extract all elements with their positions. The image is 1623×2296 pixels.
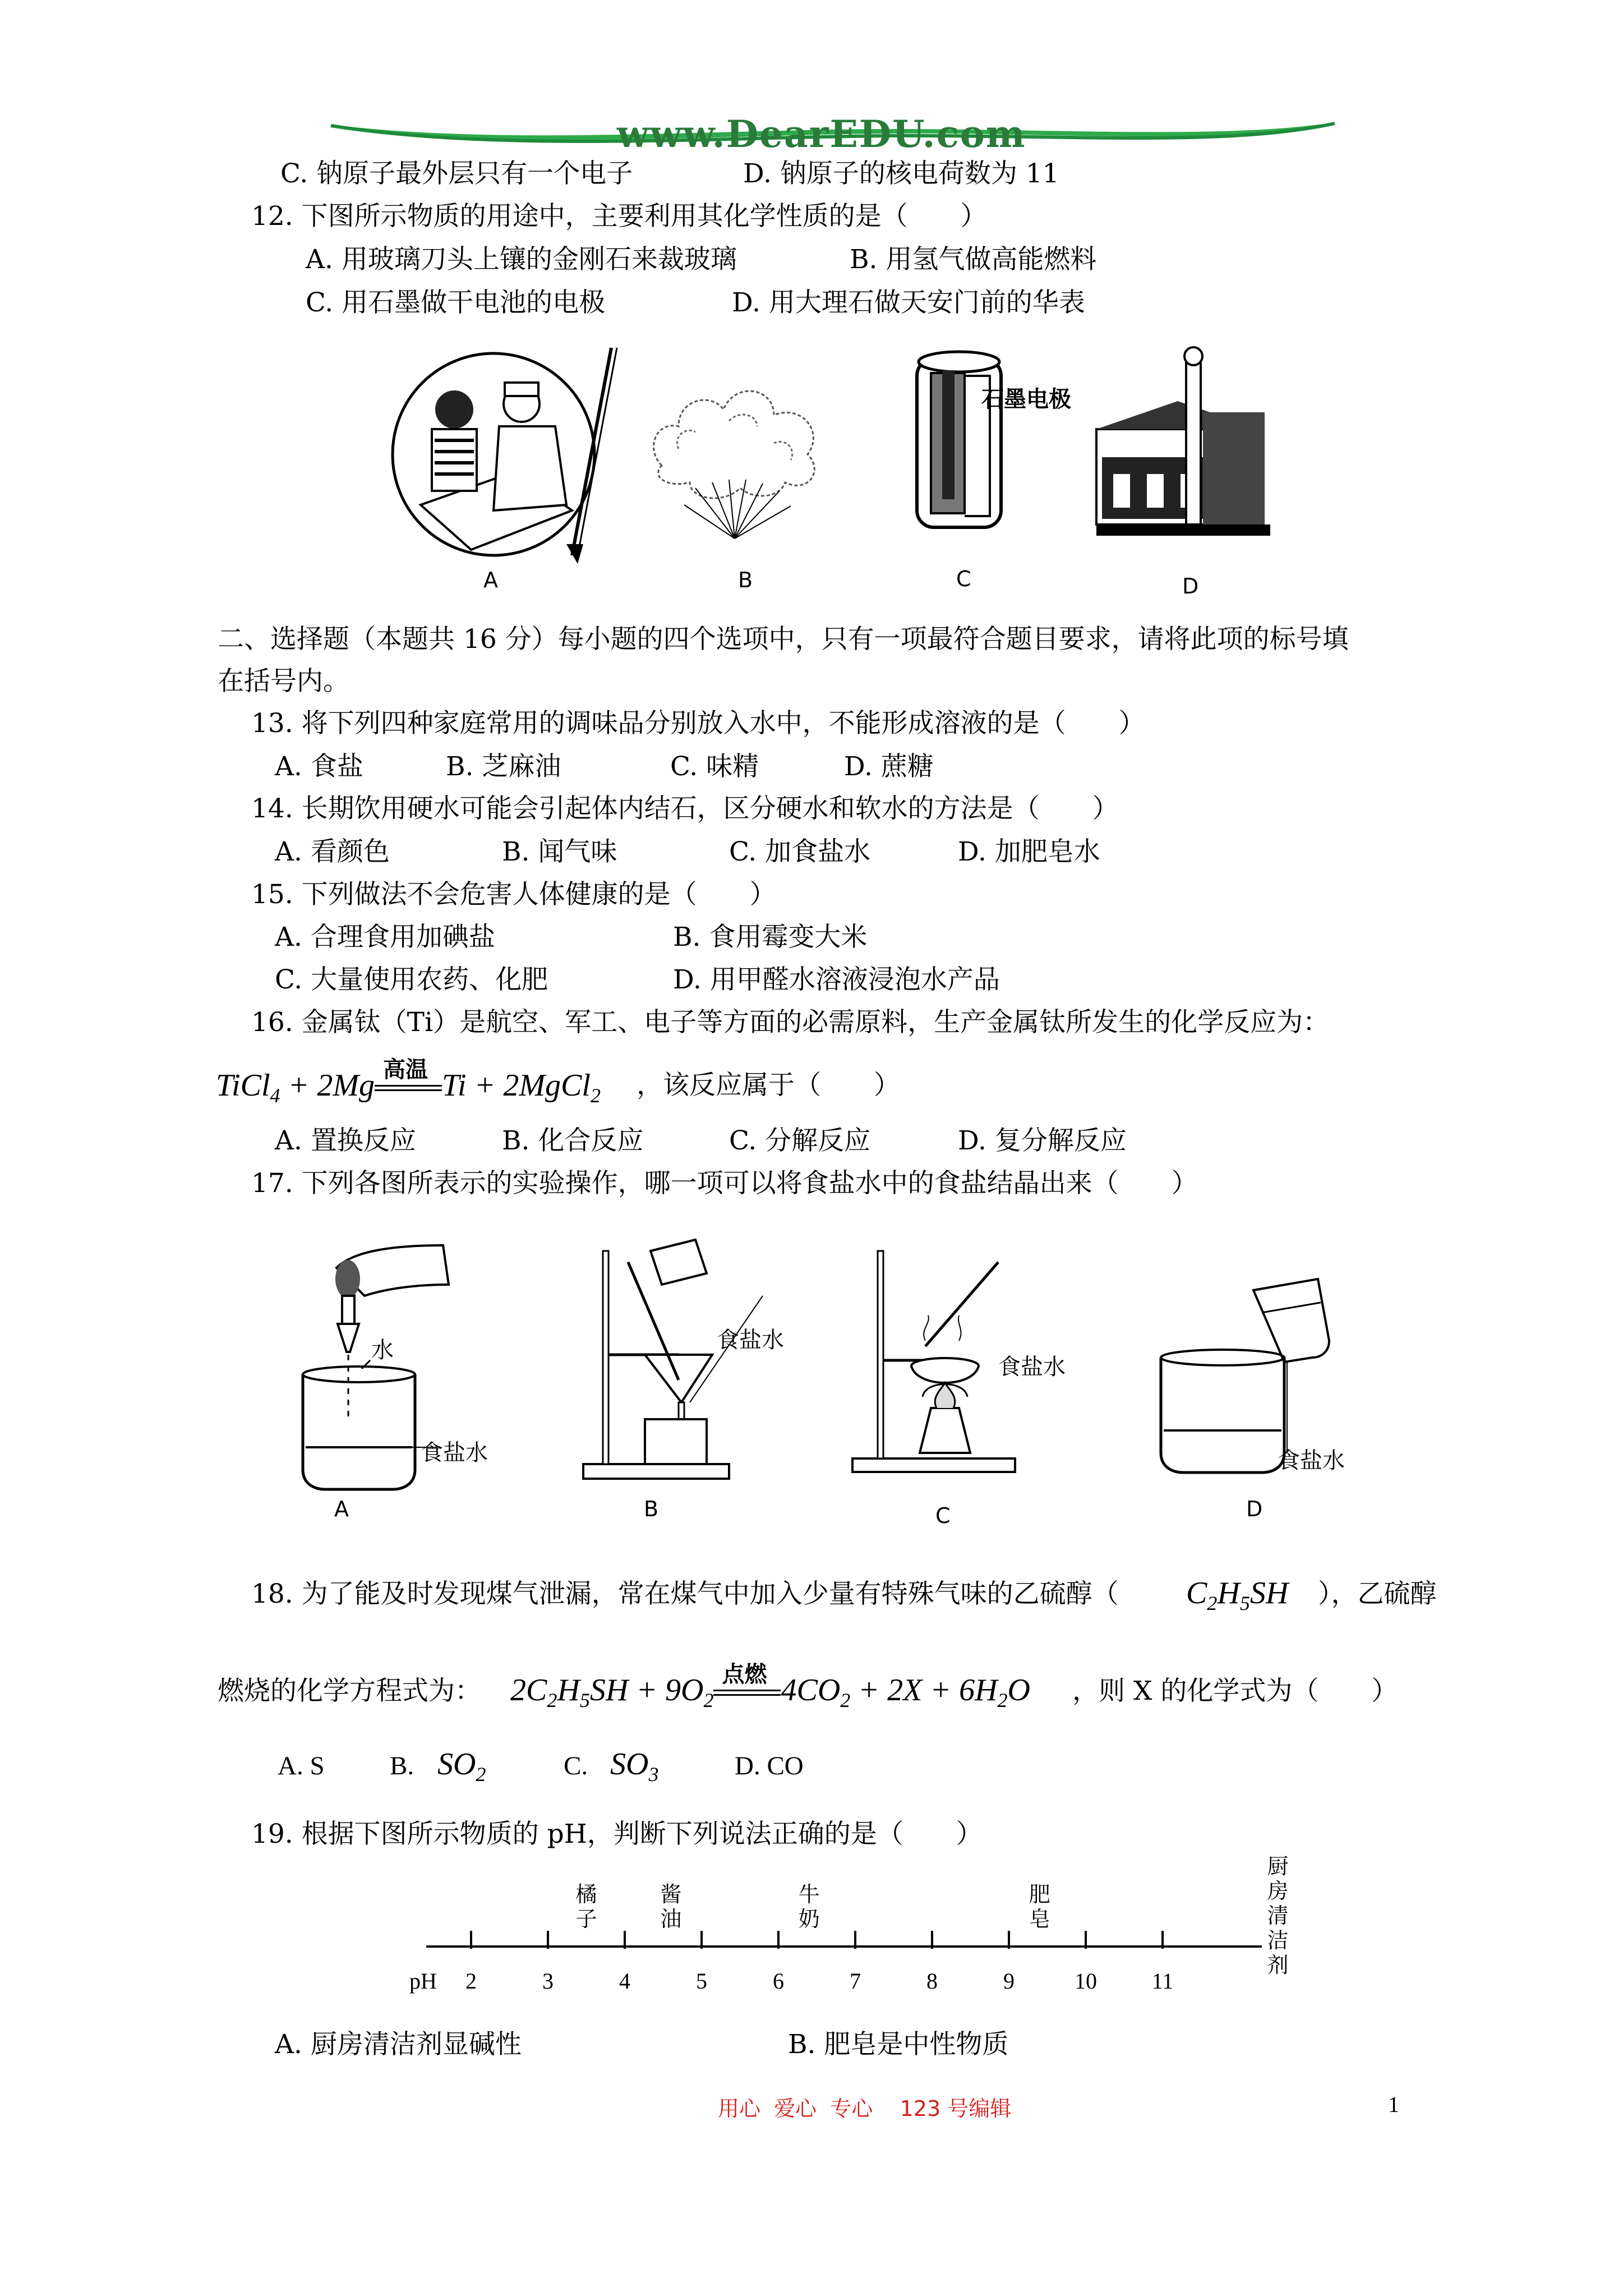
q18-option-c-formula: $SO_3$ [610,1747,659,1786]
q18-stem-a: 18. 为了能及时发现煤气泄漏，常在煤气中加入少量有特殊气味的乙硫醇（ [251,1579,1119,1609]
q18-option-c-label: C. [564,1751,588,1780]
ph-item-3 [799,1882,820,1931]
ph-tick-label: 4 [619,1968,630,1994]
q16-option-d: D. 复分解反应 [958,1125,1127,1156]
q12-figure-label-a: A [483,568,498,592]
q18-option-b-formula: $SO_2$ [437,1747,486,1786]
q15-option-c: C. 大量使用农药、化肥 [275,964,548,995]
ph-item-2 [660,1882,681,1931]
ph-item-char: 奶 [798,1907,820,1931]
ph-item-char: 厨 [1267,1854,1289,1879]
ph-tick-label: 3 [542,1968,554,1994]
q19-stem: 19. 根据下图所示物质的 pH，判断下列说法正确的是（ ） [251,1819,983,1849]
q15-option-a: A. 合理食用加碘盐 [275,922,495,953]
q12-option-b: B. 用氢气做高能燃料 [850,244,1097,275]
q13-option-d: D. 蔗糖 [844,751,934,782]
q16-stem: 16. 金属钛（Ti）是航空、军工、电子等方面的必需原料，生产金属钛所发生的化学反应为： [251,1007,1330,1038]
ph-tick-label: 2 [465,1968,477,1994]
q18-condition-ignite: 点燃 [722,1662,767,1688]
q17-figure-label-b: B [644,1497,659,1521]
q19-option-a: A. 厨房清洁剂显碱性 [275,2029,522,2060]
q18-line2-b: ，则 X 的化学式为（ ） [1072,1676,1398,1706]
q18-stem-b: ），乙硫醇 [1318,1579,1437,1609]
ph-axis-label: pH [409,1968,437,1994]
q15-option-b: B. 食用霉变大米 [673,922,868,953]
ph-item-char: 剂 [1267,1953,1289,1977]
q18-ethanethiol-formula: $C_2H_5SH$ [1186,1576,1289,1615]
q16-option-b: B. 化合反应 [502,1125,644,1156]
ph-item-4 [1029,1882,1050,1931]
ph-item-char: 清 [1267,1903,1289,1928]
ph-tick-label: 6 [773,1968,784,1994]
ph-item-1 [575,1882,597,1931]
ph-item-char: 牛 [798,1882,820,1907]
ph-tick-label: 7 [850,1968,861,1994]
ph-item-char: 房 [1267,1879,1289,1903]
footer-note: 用心 爱心 专心 123 号编辑 [718,2096,1012,2121]
q19-option-b: B. 肥皂是中性物质 [788,2029,1009,2060]
ph-tick-label: 9 [1003,1968,1015,1994]
q18-line2-a: 燃烧的化学方程式为： [218,1676,481,1706]
q12-figure-label-b: B [738,568,753,592]
q17-figure-a-water-label: 水 [371,1337,394,1363]
q11-option-c: C. 钠原子最外层只有一个电子 [280,158,633,189]
q17-figure-a-saltwater-label: 食盐水 [421,1440,488,1466]
q14-option-a: A. 看颜色 [275,836,390,867]
ph-tick-label: 10 [1075,1968,1097,1994]
q18-equation [510,1662,1030,1720]
q17-figure-label-d: D [1246,1497,1263,1521]
ph-tick-label: 8 [926,1968,938,1994]
q12-figure-c-dry-cell [911,348,1012,539]
q12-figure-d-tiananmen [1096,345,1276,547]
q18-option-d: D. CO [735,1751,804,1780]
q18-equation-left: $2C_2H_5SH + 9O_2$ [510,1673,714,1712]
q14-option-c: C. 加食盐水 [729,836,871,867]
q12-figure-label-d: D [1182,574,1199,599]
q13-option-c: C. 味精 [670,751,759,782]
q13-stem: 13. 将下列四种家庭常用的调味品分别放入水中，不能形成溶液的是（ ） [251,708,1145,739]
q11-option-d: D. 钠原子的核电荷数为 11 [743,158,1059,189]
q18-option-b-label: B. [390,1751,414,1780]
q13-option-b: B. 芝麻油 [446,751,561,782]
q16-option-c: C. 分解反应 [729,1125,871,1156]
q17-figure-d-saltwater-label: 食盐水 [1278,1448,1345,1474]
q16-equation-right: Ti + 2MgCl$_2$ [441,1068,601,1107]
ph-item-char: 洁 [1267,1928,1289,1953]
q17-stem: 17. 下列各图所表示的实验操作，哪一项可以将食盐水中的食盐结晶出来（ ） [251,1168,1198,1199]
q18-equation-right: $4CO_2 + 2X + 6H_2O$ [781,1673,1030,1712]
page-number: 1 [1388,2092,1399,2117]
q12-option-a: A. 用玻璃刀头上镶的金刚石来裁玻璃 [306,244,737,275]
section2-instructions-line2: 在括号内。 [218,666,349,697]
q16-option-a: A. 置换反应 [275,1125,416,1156]
q16-equation-left: TiCl$_4$ + 2Mg [216,1068,375,1107]
q12-graphite-electrode-label: 石墨电极 [981,386,1071,412]
ph-item-char: 酱 [660,1882,682,1907]
ph-item-5 [1267,1854,1288,1977]
q17-figure-c-saltwater-label: 食盐水 [998,1354,1066,1380]
q12-option-d: D. 用大理石做天安门前的华表 [732,287,1085,318]
q19-ph-scale [409,1854,1289,2042]
q17-figure-label-a: A [334,1497,349,1521]
q15-stem: 15. 下列做法不会危害人体健康的是（ ） [251,879,776,910]
ph-item-char: 肥 [1029,1882,1050,1907]
q16-equation [216,1057,601,1107]
q17-figure-b-filtration [578,1234,791,1481]
q16-condition-high-temp: 高温 [382,1057,428,1083]
section2-instructions-line1: 二、选择题（本题共 16 分）每小题的四个选项中，只有一项最符合题目要求，请将此项的标号填 [218,624,1349,655]
q13-option-a: A. 食盐 [275,751,363,782]
ph-item-char: 油 [660,1907,682,1931]
q12-stem: 12. 下图所示物质的用途中，主要利用其化学性质的是（ ） [251,201,987,232]
q15-option-d: D. 用甲醛水溶液浸泡水产品 [673,964,1000,995]
ph-item-char: 皂 [1029,1907,1050,1931]
q12-figure-label-c: C [956,567,971,591]
q14-stem: 14. 长期饮用硬水可能会引起体内结石，区分硬水和软水的方法是（ ） [251,793,1119,824]
ph-tick-label: 11 [1151,1968,1174,1994]
ph-item-char: 子 [575,1907,597,1931]
q14-option-d: D. 加肥皂水 [958,836,1100,867]
q12-option-c: C. 用石墨做干电池的电极 [306,287,606,318]
site-banner: www.DearEDU.com [617,112,1026,156]
q12-figure-a-glass-cutting [387,342,634,567]
q16-stem-after: ，该反应属于（ ） [637,1070,900,1101]
q17-figure-b-saltwater-label: 食盐水 [717,1327,784,1353]
q12-figure-b-hydrogen-fuel [639,359,830,544]
ph-tick-label: 5 [696,1968,707,1994]
ph-item-char: 橘 [575,1882,597,1907]
q18-option-a: A. S [278,1751,325,1780]
q14-option-b: B. 闻气味 [502,836,617,867]
q17-figure-label-c: C [935,1503,951,1528]
